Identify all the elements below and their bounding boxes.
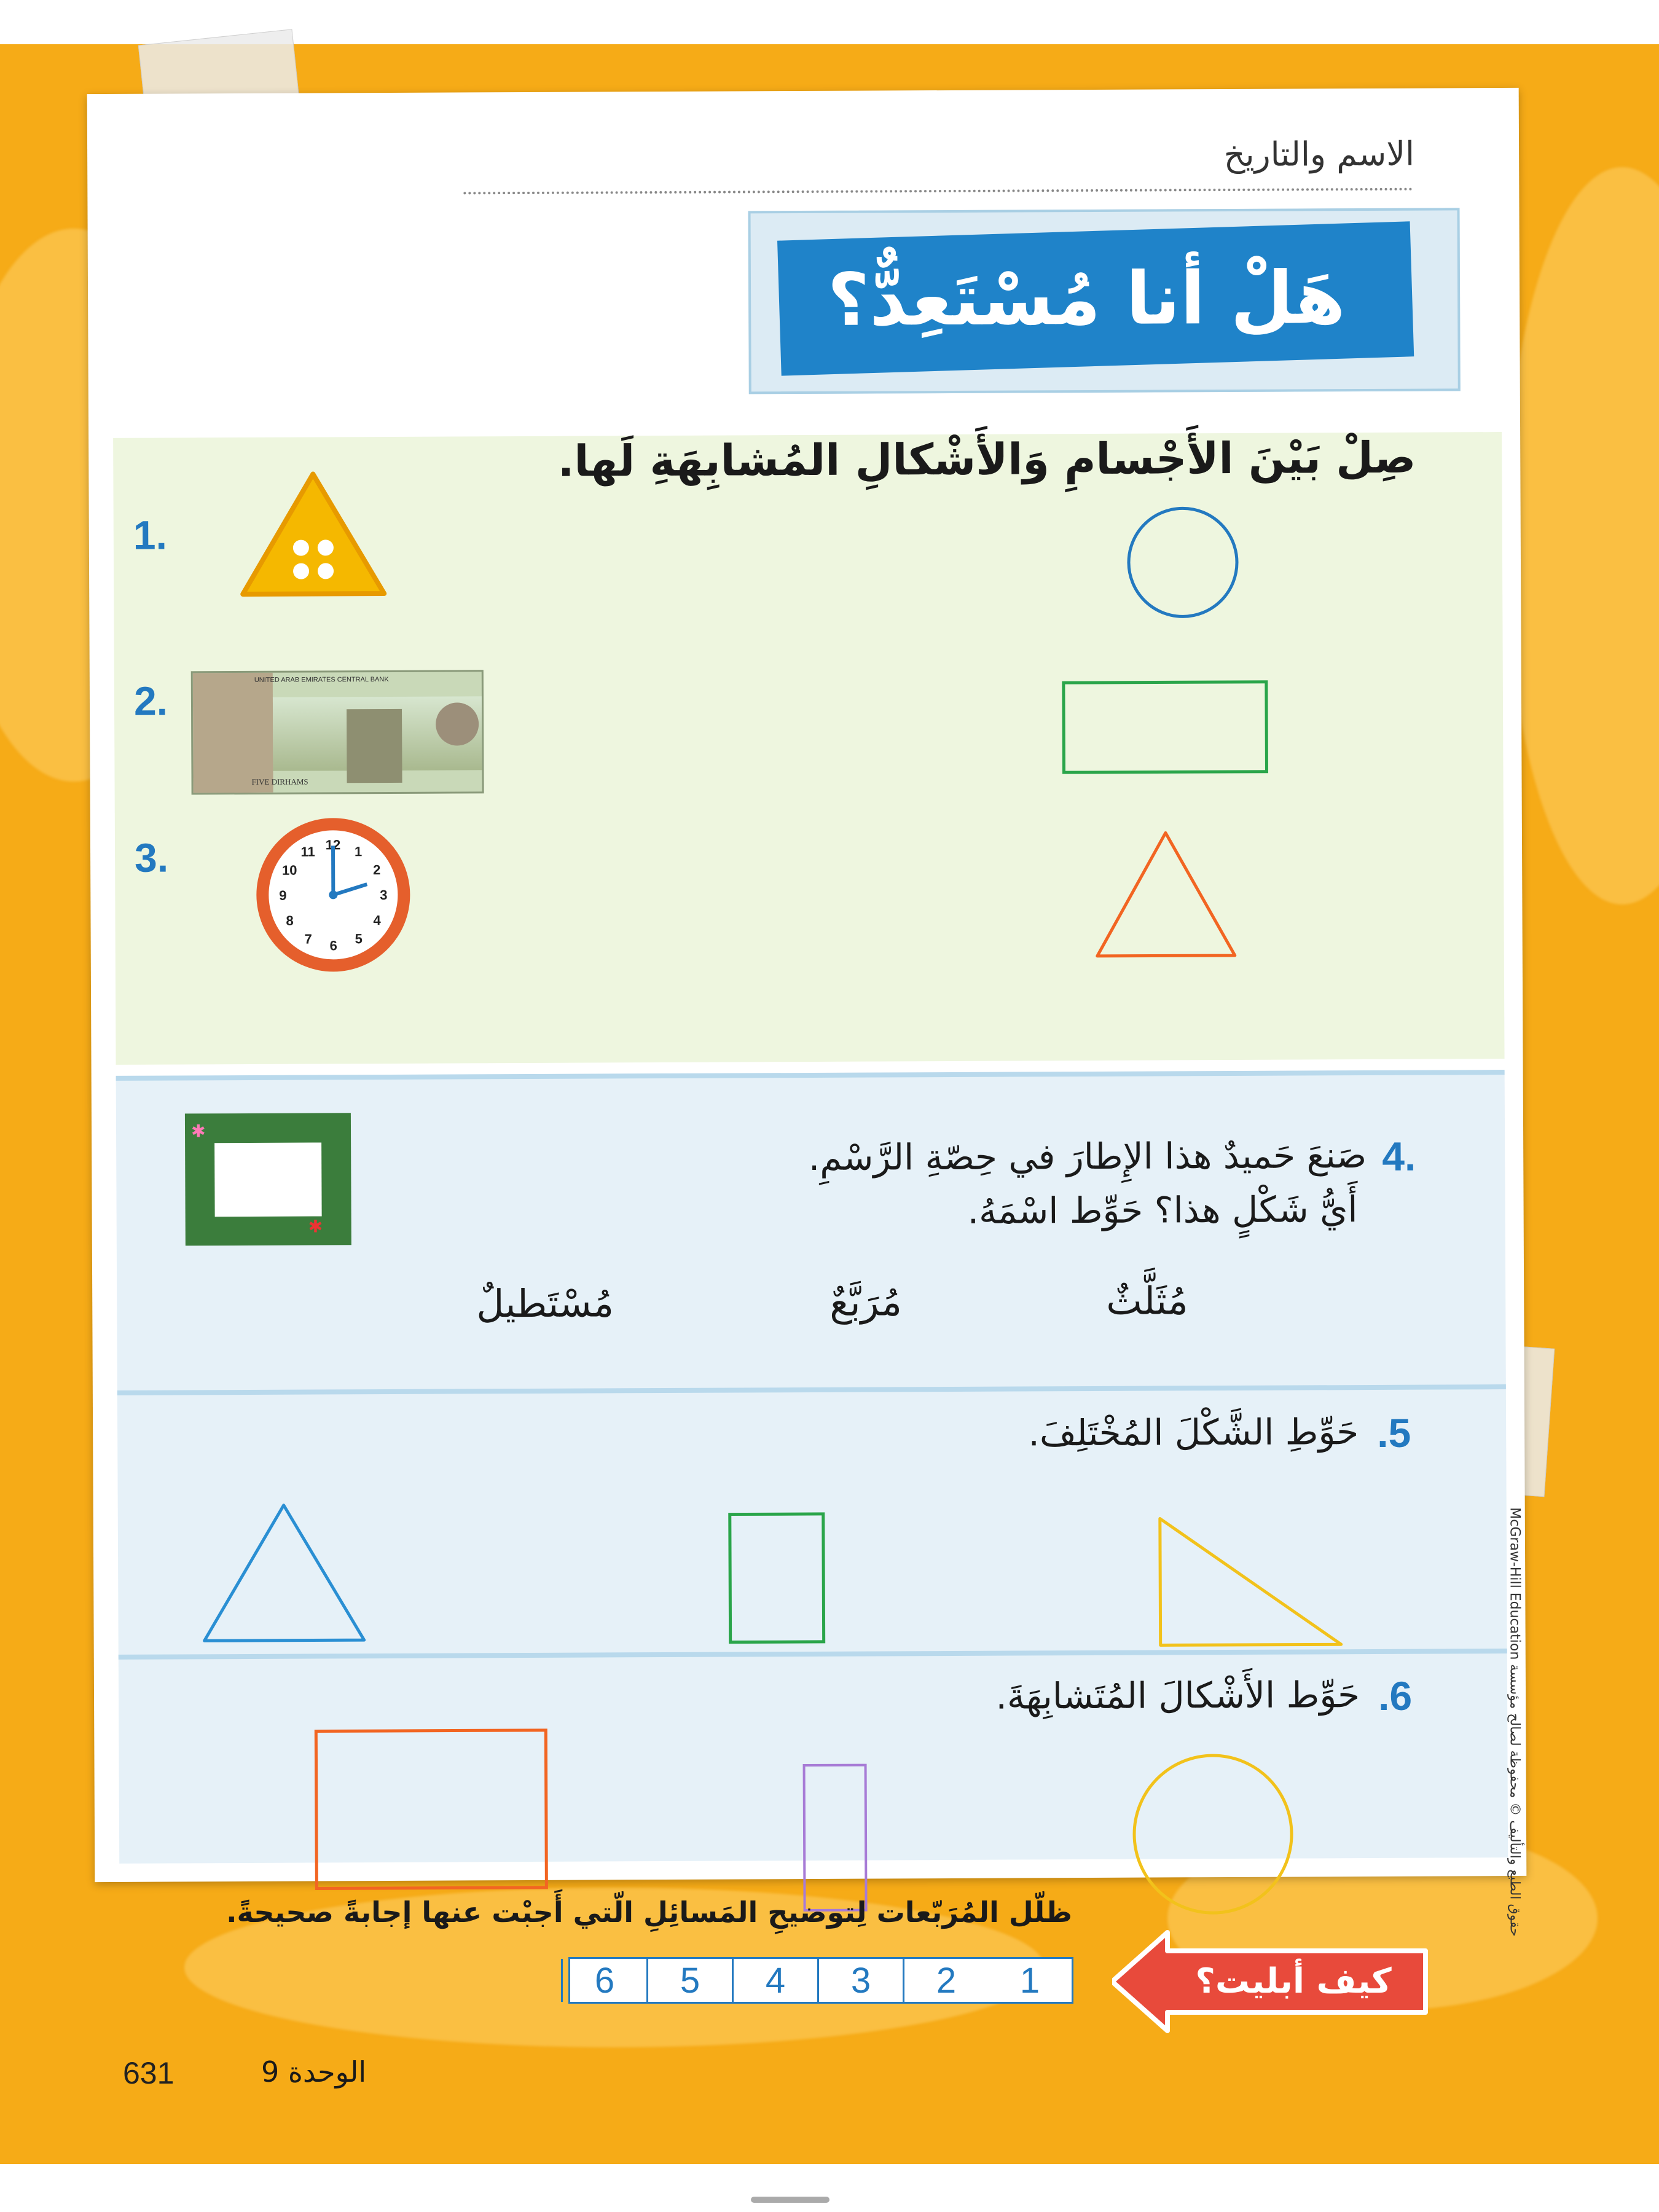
banknote-bottom-text: FIVE DIRHAMS — [251, 777, 308, 786]
unit-label: الوحدة 9 — [261, 2055, 367, 2088]
q6-circle[interactable] — [1126, 1748, 1299, 1921]
choice-square[interactable]: مُرَبَّعٌ — [830, 1279, 903, 1325]
q5-right-triangle[interactable] — [1156, 1514, 1347, 1650]
clock-number-6: 6 — [329, 938, 337, 954]
target-circle[interactable] — [1121, 501, 1245, 624]
question5-number: .5 — [1377, 1410, 1411, 1456]
target-rectangle[interactable] — [1061, 679, 1270, 778]
q5-rectangle[interactable] — [726, 1510, 831, 1646]
clock-number-8: 8 — [286, 912, 294, 928]
self-check-arrow — [1112, 1929, 1432, 2034]
clock-number-3: 3 — [380, 887, 388, 903]
clock-number-11: 11 — [300, 844, 315, 860]
banknote-top-text: UNITED ARAB EMIRATES CENTRAL BANK — [254, 675, 389, 684]
name-date-label: الاسم والتاريخ — [1223, 134, 1415, 175]
question5-text: حَوِّطِ الشَّكْلَ المُخْتَلِفَ. — [1028, 1411, 1359, 1454]
clock-number-4: 4 — [373, 912, 381, 928]
check-box-5[interactable]: 5 — [646, 1959, 732, 2002]
clock-number-2: 2 — [372, 862, 381, 878]
clock-image — [250, 812, 417, 978]
clock-number-10: 10 — [281, 862, 297, 878]
banknote-image — [191, 670, 484, 794]
choice-triangle[interactable]: مُثَلَّثٌ — [1106, 1278, 1188, 1324]
clock-number-9: 9 — [279, 887, 287, 903]
clock-number-12: 12 — [325, 837, 341, 853]
choice-rectangle[interactable]: مُسْتَطيلٌ — [476, 1281, 614, 1327]
picture-frame-image: ✱ ✱ — [185, 1113, 351, 1245]
self-check-label: كيف أبليت؟ — [1195, 1961, 1392, 2001]
check-box-2[interactable]: 2 — [903, 1959, 988, 2002]
name-date-line — [463, 188, 1413, 195]
page-title: هَلْ أنا مُسْتَعِدٌّ؟ — [827, 255, 1346, 342]
q6-thin-rectangle[interactable] — [801, 1762, 869, 1916]
check-box-4[interactable]: 4 — [732, 1959, 817, 2002]
check-box-3[interactable]: 3 — [817, 1959, 903, 2002]
item-number-3: 3. — [134, 834, 169, 880]
copyright-container — [1502, 1475, 1527, 1979]
clock-number-7: 7 — [304, 931, 312, 947]
question6-text: حَوِّط الأَشْكالَ المُتَشابِهَةَ. — [995, 1674, 1360, 1717]
home-indicator[interactable] — [751, 2197, 830, 2203]
check-box-6[interactable]: 6 — [561, 1959, 646, 2002]
self-check-boxes — [568, 1957, 1073, 2004]
clock-number-1: 1 — [354, 844, 363, 860]
target-triangle[interactable] — [1092, 826, 1240, 962]
page-number: 631 — [123, 2056, 175, 2090]
question4-line1: صَنعَ حَميدٌ هذا الإِطارَ في حِصّةِ الرَّسْمِ. — [808, 1134, 1367, 1179]
question6-number: .6 — [1378, 1673, 1413, 1719]
triangle-button-image — [236, 468, 390, 603]
item-number-1: 1. — [133, 512, 168, 558]
check-box-1[interactable]: 1 — [1019, 1961, 1040, 2001]
q6-rectangle[interactable] — [312, 1727, 552, 1894]
self-check-instruction: ظلّل المُرَبّعات لِتوضيحِ المَسائِلِ الّتي أَجبْت عنها إجابةً صحيحةً. — [226, 1896, 1072, 1929]
match-instruction: صِلْ بَيْنَ الأَجْسامِ وَالأَشْكالِ المُشابِهَةِ لَها. — [557, 432, 1416, 487]
question4-number: 4. — [1382, 1133, 1416, 1179]
q5-triangle[interactable] — [198, 1500, 371, 1648]
item-number-2: 2. — [133, 678, 168, 724]
worksheet-paper — [87, 88, 1527, 1882]
copyright-text: حقوق الطبع والتأليف © محفوظة لصالح مؤسسة McGraw-Hill Education — [1507, 1507, 1523, 1937]
clock-number-5: 5 — [355, 931, 363, 947]
question4-line2: أَيُّ شَكْلٍ هذا؟ حَوِّط اسْمَهُ. — [967, 1188, 1358, 1232]
